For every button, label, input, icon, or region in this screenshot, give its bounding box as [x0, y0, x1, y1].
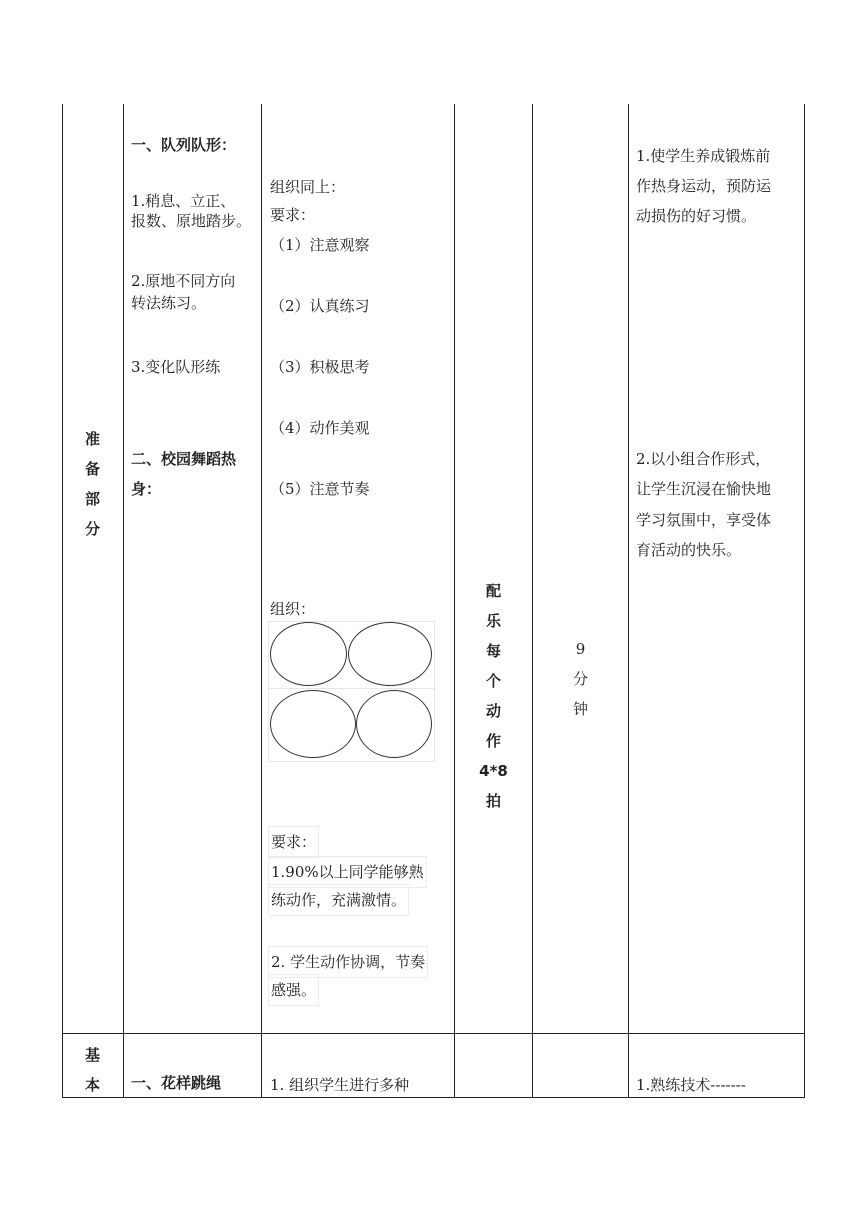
table-border-col6	[628, 104, 629, 1098]
content-item: 转法练习。	[131, 294, 207, 312]
table-border-col2	[123, 104, 124, 1098]
label-char: 分	[84, 520, 100, 538]
table-row-divider	[62, 1033, 805, 1034]
table-border-left	[62, 104, 63, 1098]
content-item: 3.变化队形练	[131, 358, 221, 376]
req-label: 要求：	[268, 826, 319, 858]
label-char: 备	[84, 460, 100, 478]
music-char: 拍	[485, 792, 501, 810]
group-circle	[356, 690, 432, 758]
req-text: 感强。	[268, 974, 319, 1006]
time-duration	[533, 634, 628, 724]
music-char: 4*8	[479, 762, 508, 780]
section-label-basic	[62, 1040, 123, 1100]
content-heading-formation: 一、队列队形：	[131, 136, 237, 154]
org-requirement: （2）认真练习	[270, 297, 370, 315]
label-char: 准	[84, 430, 100, 448]
org-text: 要求：	[270, 206, 316, 224]
org-requirement: （3）积极思考	[270, 358, 370, 376]
group-circle	[348, 622, 432, 686]
org-text: 1. 组织学生进行多种	[270, 1076, 410, 1094]
table-border-right	[804, 104, 805, 1098]
org-requirement: （1）注意观察	[270, 236, 370, 254]
label-char: 基	[84, 1046, 100, 1064]
section-label-preparation	[62, 424, 123, 544]
req-text: 练动作，充满激情。	[268, 884, 409, 916]
goal-text: 1.使学生养成锻炼前	[636, 147, 771, 165]
content-heading-dance: 身：	[131, 480, 162, 498]
goal-text: 2.以小组合作形式，	[636, 450, 771, 468]
music-char: 配	[485, 582, 501, 600]
goal-text: 动损伤的好习惯。	[636, 207, 757, 225]
goal-text: 作热身运动，预防运	[636, 177, 772, 195]
time-char: 9	[575, 640, 586, 658]
content-heading-rope: 一、花样跳绳	[131, 1074, 222, 1092]
req-text: 2. 学生动作协调，节奏	[268, 946, 428, 978]
req-text: 1.90%以上同学能够熟	[268, 856, 427, 888]
music-char: 动	[485, 702, 501, 720]
org-text: 组织同上：	[270, 178, 346, 196]
label-char: 本	[84, 1076, 100, 1094]
org-label: 组织：	[270, 600, 316, 618]
group-circle	[270, 622, 347, 686]
time-char: 钟	[572, 700, 588, 718]
goal-text: 让学生沉浸在愉快地	[636, 480, 772, 498]
table-border-col5	[532, 104, 533, 1098]
goal-text: 育活动的快乐。	[636, 541, 742, 559]
music-char: 作	[485, 732, 501, 750]
goal-text: 学习氛围中，享受体	[636, 511, 772, 529]
content-item: 1.稍息、立正、	[131, 192, 236, 210]
content-item: 报数、原地踏步。	[131, 212, 252, 230]
goal-text: 1.熟练技术-------	[636, 1076, 746, 1094]
label-char: 部	[84, 490, 100, 508]
table-border-col3	[261, 104, 262, 1098]
time-char: 分	[572, 670, 588, 688]
music-char: 每	[485, 642, 501, 660]
content-heading-dance: 二、校园舞蹈热	[131, 450, 237, 468]
content-item: 2.原地不同方向	[131, 272, 236, 290]
group-circle	[270, 690, 356, 758]
org-requirement: （4）动作美观	[270, 419, 370, 437]
org-requirement: （5）注意节奏	[270, 480, 370, 498]
music-char: 个	[485, 672, 501, 690]
music-note	[455, 576, 532, 816]
music-char: 乐	[485, 612, 501, 630]
